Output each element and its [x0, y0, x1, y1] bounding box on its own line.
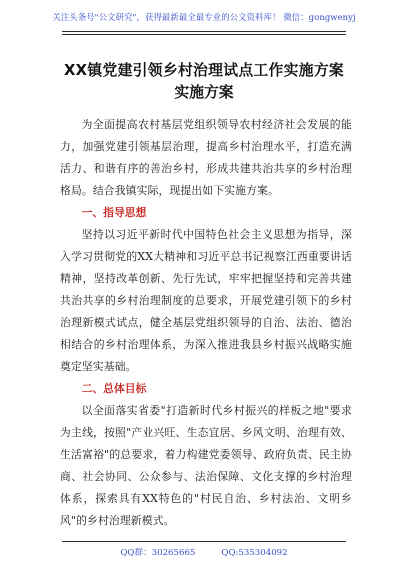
header-rule-thick	[62, 31, 346, 32]
document-title: XX镇党建引领乡村治理试点工作实施方案	[63, 62, 345, 79]
footer-qq: QQ:535304092	[221, 548, 288, 558]
section-heading-overall-goal: 二、总体目标	[81, 382, 147, 395]
footer-qq-group: QQ群：30265665	[120, 548, 196, 558]
document-subtitle: 实施方案	[174, 84, 234, 101]
header-banner: 关注头条号"公文研究"，获得最新最全最专业的公文资料库！ 微信：gongwenyj	[52, 12, 356, 22]
footer-rule	[62, 541, 346, 542]
section-body-guiding-thought: 坚持以习近平新时代中国特色社会主义思想为指导，深入学习贯彻党的XX大精神和习近平总书记视察江西重要讲话精神，坚持改革创新、先行先试，牢牢把握坚持和完善共建共治共享的乡村治理制度的总要求，开展党建引领下的乡村治理新模式试点，健全基层党组织领导的自治、法治、德治相结合的乡村治理体系，为深入推进我县乡村振兴战略实施奠定坚实基础。	[60, 228, 352, 373]
header-rule-thin	[62, 34, 346, 35]
page-footer	[0, 546, 408, 558]
document-body	[60, 114, 352, 532]
page-header	[0, 0, 408, 34]
intro-paragraph: 为全面提高农村基层党组织领导农村经济社会发展的能力，加强党建引领基层治理，提高乡村治理水平，打造充满活力、和谐有序的善治乡村，形成共建共治共享的乡村治理格局。结合我镇实际，现提出如下实施方案。	[60, 118, 352, 197]
section-heading-guiding-thought: 一、指导思想	[81, 206, 147, 219]
section-body-overall-goal: 以全面落实省委"打造新时代乡村振兴的样板之地"要求为主线，按照"产业兴旺、生态宜居、乡风文明、治理有效、生活富裕"的总要求，着力构建党委领导、政府负责、民主协商、社会协同、公众参与、法治保障、文化支撑的乡村治理体系，探索具有XX特色的"村民自治、乡村法治、文明乡风"的乡村治理新模式。	[60, 404, 352, 527]
